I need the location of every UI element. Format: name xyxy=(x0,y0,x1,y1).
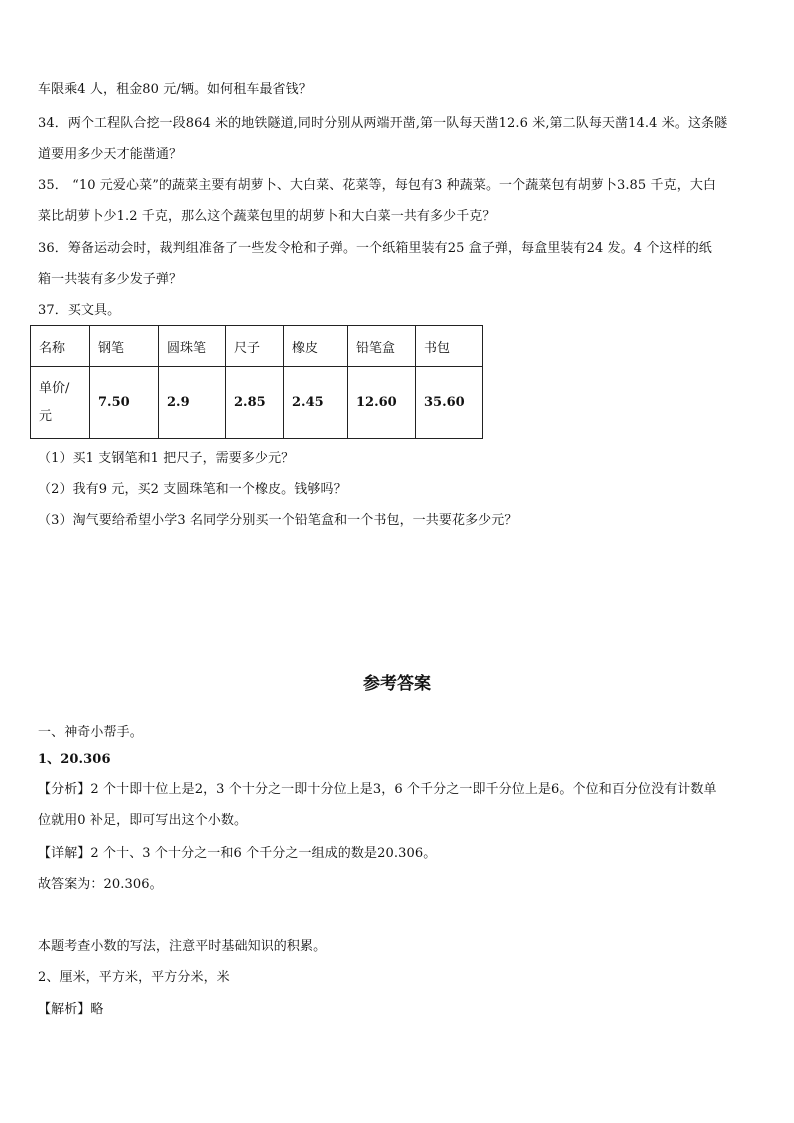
answer-2: 2、厘米，平方米，平方分米，米 xyxy=(38,970,230,985)
answers-title: 参考答案 xyxy=(363,674,431,694)
answer-1-analysis-line2: 位就用0 补足，即可写出这个小数。 xyxy=(38,813,248,828)
price-cell: 2.9 xyxy=(159,367,226,439)
table-header-row xyxy=(31,326,483,367)
answer-1-comment: 本题考查小数的写法，注意平时基础知识的积累。 xyxy=(38,939,327,954)
question-continuation: 车限乘4 人，租金80 元/辆。如何租车最省钱？ xyxy=(38,82,312,97)
price-cell: 35.60 xyxy=(416,367,483,439)
table-price-row xyxy=(31,367,483,439)
row-label-cell xyxy=(31,367,90,439)
question-35-line1: 35． “10 元爱心菜”的蔬菜主要有胡萝卜、大白菜、花菜等，每包有3 种蔬菜。一个蔬菜包有胡萝卜3.85 千克，大白 xyxy=(38,178,717,193)
row-label-line1: 单价/ xyxy=(39,380,70,396)
row-label-line2: 元 xyxy=(39,408,53,424)
price-cell: 2.85 xyxy=(226,367,284,439)
sub-question-2: （2）我有9 元，买2 支圆珠笔和一个橡皮。钱够吗？ xyxy=(38,482,347,497)
table-header-cell: 橡皮 xyxy=(284,326,348,367)
price-cell: 7.50 xyxy=(90,367,159,439)
price-cell: 2.45 xyxy=(284,367,348,439)
question-35-line2: 菜比胡萝卜少1.2 千克，那么这个蔬菜包里的胡萝卜和大白菜一共有多少千克？ xyxy=(38,209,496,224)
answer-1-result: 故答案为：20.306。 xyxy=(38,877,163,892)
table-header-cell: 名称 xyxy=(31,326,90,367)
question-34-line1: 34．两个工程队合挖一段864 米的地铁隧道,同时分别从两端开凿,第一队每天凿12.6 米,第二队每天凿14.4 米。这条隧 xyxy=(38,116,728,131)
answers-section-heading: 一、神奇小帮手。 xyxy=(38,725,143,740)
table-header-cell: 圆珠笔 xyxy=(159,326,226,367)
table-header-cell: 尺子 xyxy=(226,326,284,367)
question-34-line2: 道要用多少天才能凿通？ xyxy=(38,147,183,162)
table-header-cell: 铅笔盒 xyxy=(348,326,416,367)
answer-1: 1、20.306 xyxy=(38,752,111,767)
table-header-cell: 书包 xyxy=(416,326,483,367)
answer-2-analysis: 【解析】略 xyxy=(38,1002,104,1017)
question-36-line1: 36．筹备运动会时，裁判组准备了一些发令枪和子弹。一个纸箱里装有25 盒子弹，每盒里装有24 发。4 个这样的纸 xyxy=(38,241,712,256)
table-header-cell: 钢笔 xyxy=(90,326,159,367)
sub-question-1: （1）买1 支钢笔和1 把尺子，需要多少元？ xyxy=(38,451,295,466)
price-cell: 12.60 xyxy=(348,367,416,439)
question-36-line2: 箱一共装有多少发子弹？ xyxy=(38,272,183,287)
answer-1-detail: 【详解】2 个十、3 个十分之一和6 个千分之一组成的数是20.306。 xyxy=(38,846,437,861)
answer-1-analysis-line1: 【分析】2 个十即十位上是2，3 个十分之一即十分位上是3，6 个千分之一即千分位上是6。个位和百分位没有计数单 xyxy=(38,782,717,797)
question-37: 37．买文具。 xyxy=(38,303,121,318)
sub-question-3: （3）淘气要给希望小学3 名同学分别买一个铅笔盒和一个书包，一共要花多少元？ xyxy=(38,513,518,528)
price-table xyxy=(30,325,483,439)
